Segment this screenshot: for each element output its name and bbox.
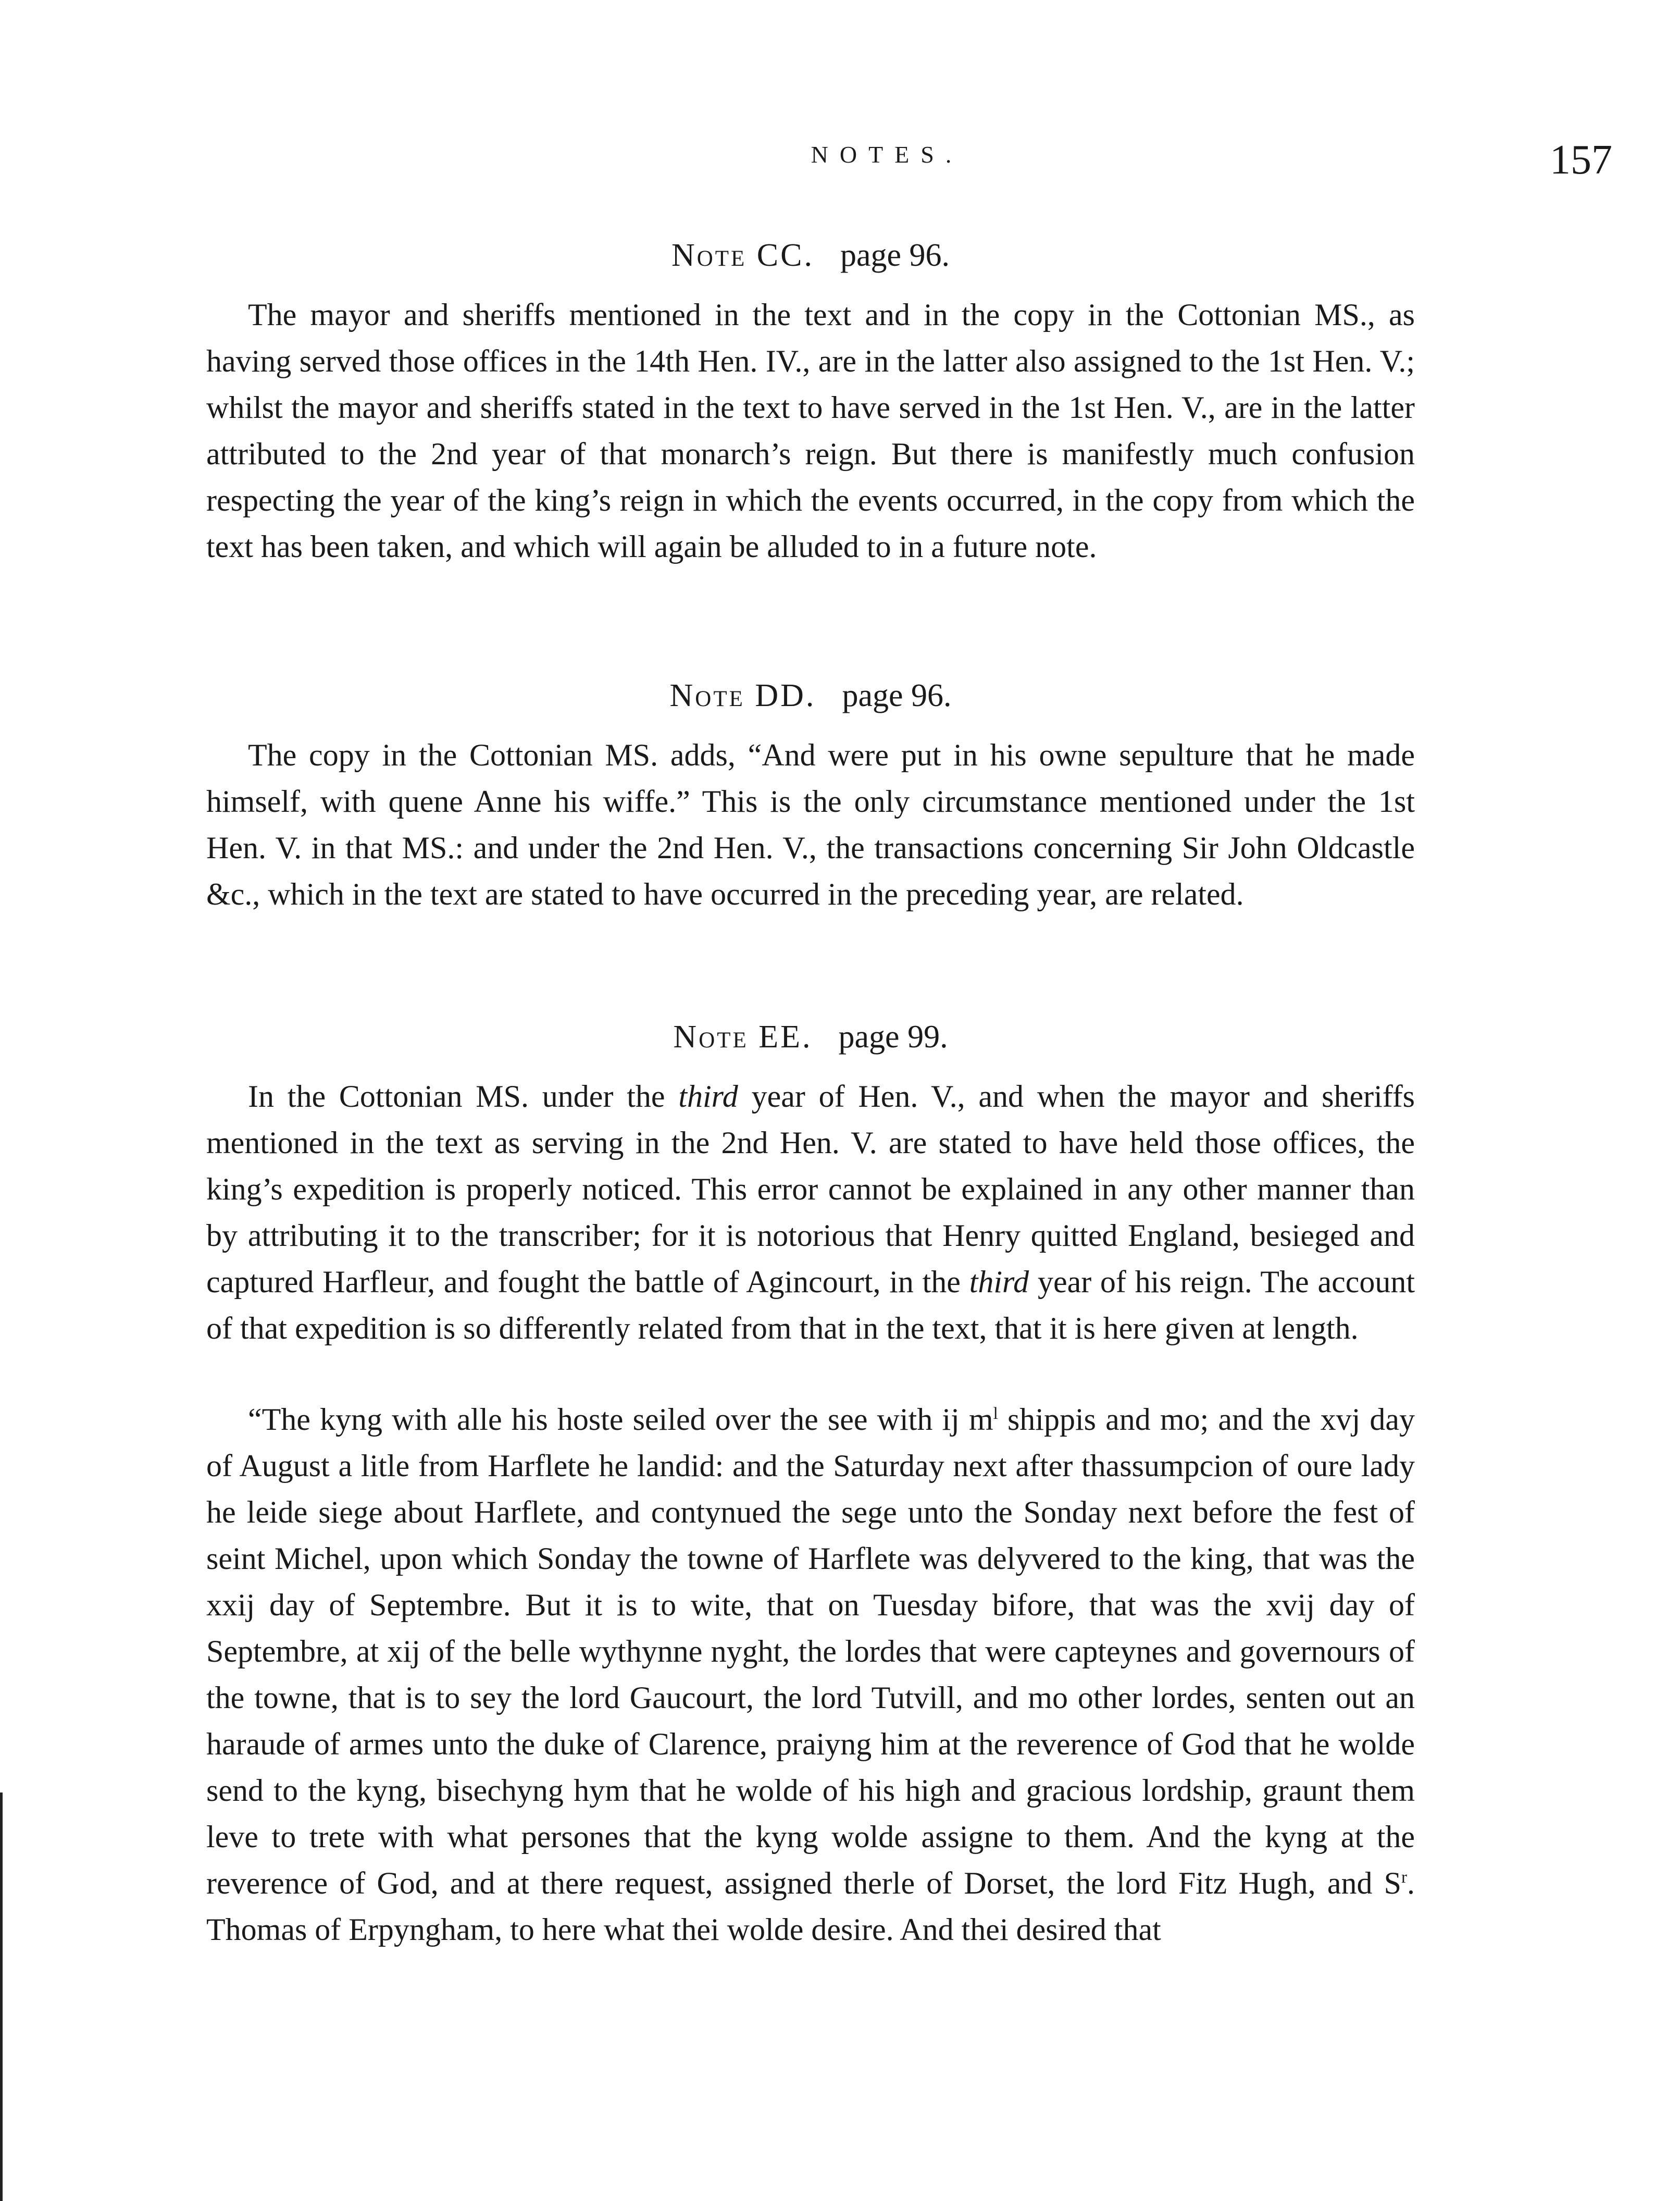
- italic-third: third: [969, 1265, 1029, 1299]
- page-number: 157: [1550, 137, 1612, 183]
- note-dd-heading: [206, 677, 1415, 714]
- note-cc-label: Note CC.: [671, 238, 815, 273]
- running-title: NOTES.: [811, 141, 963, 168]
- italic-third: third: [678, 1079, 738, 1114]
- note-cc-heading: [206, 237, 1415, 274]
- note-cc-page-ref: page 96.: [840, 238, 950, 273]
- note-ee-body: In the Cottonian MS. under the third year of Hen. V., and when the mayor and sheriffs mentioned in the text as serving in the 2nd Hen. V. are stated to have held those offices, the king’s expedition is properly noticed. This error cannot be explained in any other manner than by attributing it to the transcriber; for it is notorious that Henry quitted England, besieged and captured Harfleur, and fought the battle of Agincourt, in the third year of his reign. The account of that expedition is so differently related from that in the text, that it is here given at length.: [206, 1079, 1415, 1345]
- page-edge-line: [0, 1792, 3, 2201]
- note-ee-label: Note EE.: [673, 1019, 813, 1055]
- note-dd-body: The copy in the Cottonian MS. adds, “And were put in his owne sepulture that he made himself, with quene Anne his wiffe.” This is the only circumstance mentioned under the 1st Hen. V. in that MS.: and under the 2nd Hen. V., the transactions concerning Sir John Oldcastle &c., which in the text are stated to have occurred in the preceding year, are related.: [206, 738, 1415, 911]
- note-ee-page-ref: page 99.: [838, 1019, 948, 1055]
- note-dd-page-ref: page 96.: [842, 678, 952, 713]
- superscript: r: [1401, 1868, 1407, 1887]
- note-cc-body: The mayor and sheriffs mentioned in the text and in the copy in the Cottonian MS., as having served those offices in the 14th Hen. IV., are in the latter also assigned to the 1st Hen. V.; whilst the mayor and sheriffs stated in the text to have served in the 1st Hen. V., are in the latter attributed to the 2nd year of that monarch’s reign. But there is manifestly much confusion respecting the year of the king’s reign in which the events occurred, in the copy from which the text has been taken, and which will again be alluded to in a future note.: [206, 298, 1415, 564]
- note-ee-quotation: “The kyng with alle his hoste seiled over the see with ij $m^l$ shippis and mo; and the xvj day of August a litle from Harflete he landid: and the Saturday next after thassumpcion of oure lady he leide siege about Harflete, and contynued the sege unto the Sonday next before the fest of seint Michel, upon which Sonday the towne of Harflete was delyvered to the king, that was the xxij day of Septembre. But it is to wite, that on Tuesday bifore, that was the xvij day of Septembre, at xij of the belle wythynne nyght, the lordes that were capteynes and governours of the towne, that is to sey the lord Gaucourt, the lord Tutvill, and mo other lordes, senten out an haraude of armes unto the duke of Clarence, praiyng him at the reverence of God that he wolde send to the kyng, bisechyng hym that he wolde of his high and gracious lordship, graunt them leve to trete with what persones that the kyng wolde assigne to them. And the kyng at the reverence of God, and at there request, assigned therle of Dorset, the lord Fitz Hugh, and $S^r$. Thomas of Erpyngham, to here what thei wolde desire. And thei desired that: [206, 1402, 1415, 1947]
- superscript: l: [993, 1404, 998, 1423]
- note-ee-heading: [206, 1019, 1415, 1056]
- note-dd-label: Note DD.: [669, 678, 816, 713]
